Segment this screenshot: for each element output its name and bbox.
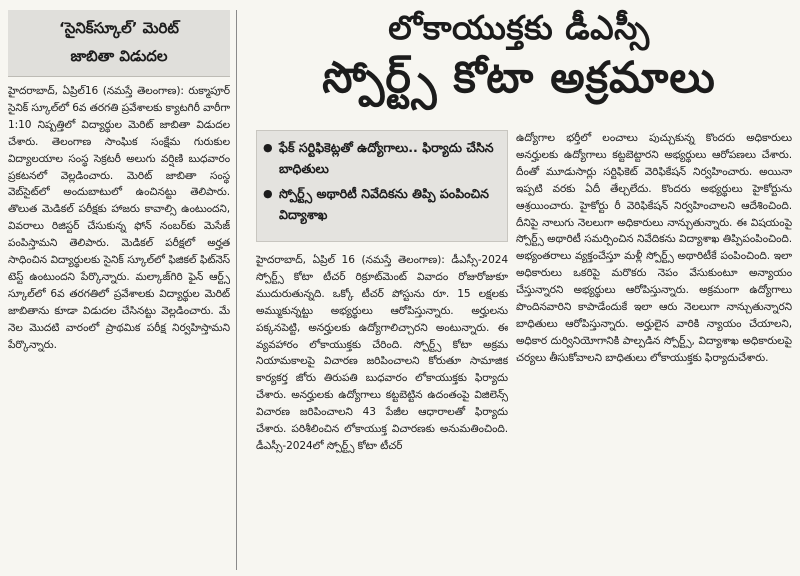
left-story-headline [8, 10, 230, 77]
column-divider [236, 10, 237, 570]
main-story-body-column2: ఉద్యోగాల భర్తీలో లంచాలు పుచ్చుకున్న కొందరు అధికారులు అనర్హులకు ఉద్యోగాలు కట్టబెట్టారని అభ్యర్థులు ఆరోపణలు చేశారు. దీంతో మూడుసార్లు సర్టిఫికెట్‌ వెరిఫికేషన్‌ నిర్వహించారు. అయినా ఇప్పటి వరకు ఏదీ తేల్చలేదు. కొందరు అభ్యర్థులు హైకోర్టును ఆశ్రయించారు. హైకోర్టు రీ వెరిఫికేషన్‌ నిర్వహించాలని ఆదేశించింది. దీనిపై నాలుగు నెలలుగా అధికారులు నాన్చుతున్నారు. ఈ విషయంపై స్పోర్ట్స్‌ అథారిటీ సమర్పించిన నివేదికను విద్యాశాఖ తిప్పిపంపించింది. అభ్యంతరాలు వ్యక్తంచేస్తూ మళ్లీ స్పోర్ట్స్‌ అథారిటీకే పంపించింది. ఇలా అధికారులు ఒకరిపై మరొకరు నెపం వేసుకుంటూ అన్యాయం చేస్తున్నారని అభ్యర్థులు ఆరోపిస్తున్నారు. అక్రమంగా ఉద్యోగాలు పొందినవారిని కాపాడేందుకే ఇలా ఆరు నెలలుగా నాన్చుతున్నారని బాధితులు ఆరోపిస్తున్నారు. అర్హులైన వారికి న్యాయం చేయాలని, అధికార దుర్వినియోగానికి పాల్పడిన స్పోర్ట్స్‌, విద్యాశాఖ అధికారులపై చర్యలు తీసుకోవాలని బాధితులు లోకాయుక్తకు ఫిర్యాదుచేశారు. [516, 132, 792, 364]
bullet-icon: ● [263, 141, 273, 154]
left-headline-line1: ‘సైనిక్‌స్కూల్‌’ మెరిట్‌ [59, 19, 179, 37]
left-headline-line2: జాబితా విడుదల [70, 47, 168, 65]
highlight-text: ఫేక్‌ సర్టిఫికెట్లతో ఉద్యోగాలు.. ఫిర్యాదు చేసిన బాధితులు [279, 140, 494, 176]
left-story-body: హైదరాబాద్‌, ఏప్రిల్‌16 (నమస్తే తెలంగాణ): రుక్మాపూర్‌ సైనిక్‌ స్కూల్‌లో 6వ తరగతి ప్రవేశాలకు క్యాటగిరీ వారీగా 1:10 నిష్పత్తిలో విద్యార్థుల మెరిట్‌ జాబితా విడుదల చేశారు. తెలంగాణ సాంఘిక సంక్షేమ గురుకుల విద్యాలయాల సంస్థ సెక్రటరీ అలుగు వర్షిణి బుధవారం ప్రకటనలో వెల్లడించారు. మెరిట్‌ జాబితా సంస్థ వెబ్‌సైట్‌లో అందుబాటులో ఉంచినట్టు తెలిపారు. తొలుత మెడికల్‌ పరీక్షకు హాజరు కావాల్సి ఉంటుందని, వివరాలు రిజిస్టర్‌ చేసుకున్న ఫోన్‌ నంబర్‌కు మెసేజ్‌ పంపిస్తామని తెలిపారు. మెడికల్‌ పరీక్షలో అర్హత సాధించిన విద్యార్థులకు సైనిక్‌ స్కూల్‌లో ఫిజికల్‌ ఫిట్‌నెస్‌ టెస్ట్‌ ఉంటుందని పేర్కొన్నారు. మల్కాజ్‌గిరి ఫైన్‌ ఆర్ట్స్‌ స్కూల్‌లో 6వ తరగతిలో ప్రవేశాలకు విద్యార్థుల మెరిట్‌ జాబితాను కూడా విడుదల చేసినట్టు వెల్లడించారు. మే నెల మొదటి వారంలో ప్రాథమిక పరీక్ష నిర్వహిస్తామని పేర్కొన్నారు. [8, 85, 230, 351]
main-headline-line1: లోకాయుక్తకు డీఎస్సీ [388, 8, 650, 47]
highlight-item [263, 183, 501, 225]
main-story-headline [244, 6, 794, 106]
main-story-body-column1: హైదరాబాద్‌, ఏప్రిల్‌ 16 (నమస్తే తెలంగాణ): డీఎస్సీ-2024 స్పోర్ట్స్‌ కోటా టీచర్‌ రిక్రూట్‌మెంట్‌ వివాదం రోజురోజుకూ ముదురుతున్నది. ఒక్కో టీచర్‌ పోస్టును రూ. 15 లక్షలకు అమ్ముకున్నట్టు అభ్యర్థులు ఆరోపిస్తున్నారు. అర్హులను పక్కనపెట్టి, అనర్హులకు ఉద్యోగాలిచ్చారని అంటున్నారు. ఈ వ్యవహారం లోకాయుక్తకు చేరింది. స్పోర్ట్స్‌ కోటా అక్రమ నియామకాలపై విచారణ జరిపించాలని కోరుతూ సామాజిక కార్యకర్త జోరు తిరుపతి బుధవారం లోకాయుక్తకు ఫిర్యాదు చేశారు. అనర్హులకు ఉద్యోగాలు కట్టబెట్టిన ఉదంతంపై విజిలెన్స్‌ విచారణ జరిపించాలని 43 పేజీల ఆధారాలతో ఫిర్యాదు చేశారు. పరిశీలించిన లోకాయుక్త విచారణకు అనుమతించింది. డీఎస్సీ-2024లో స్పోర్ట్స్‌ కోటా టీచర్‌ [256, 254, 508, 452]
main-headline-line2: స్పోర్ట్స్‌ కోటా అక్రమాలు [322, 53, 716, 103]
highlight-item [263, 137, 501, 179]
left-story [8, 10, 230, 570]
highlight-text: స్పోర్ట్స్‌ అథారిటీ నివేదికను తిప్పి పంపించిన విద్యాశాఖ [279, 186, 490, 222]
highlights-box [256, 130, 508, 242]
bullet-icon: ● [263, 187, 273, 200]
